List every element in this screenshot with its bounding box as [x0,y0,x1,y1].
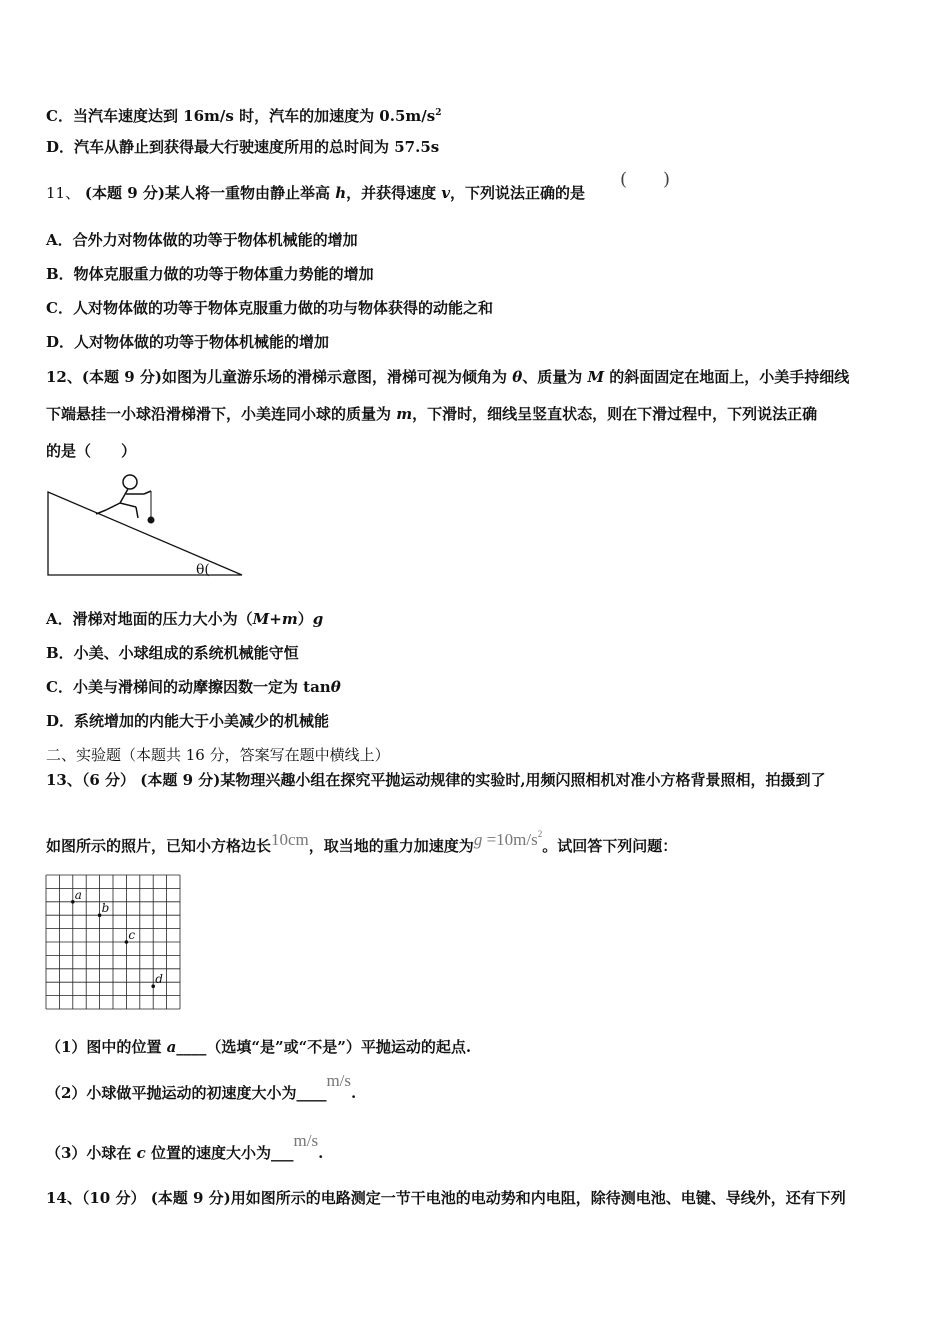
q11-option-b: B．物体克服重力做的功等于物体重力势能的增加 [46,265,374,283]
slide-incline [48,492,242,575]
pendulum-ball [148,517,155,524]
q13-sub2: （2）小球做平抛运动的初速度大小为____m/s. [46,1071,357,1102]
grid-point-label-a: a [74,887,82,902]
q11-answer-paren: ( ) [620,169,671,190]
slide-figure [46,470,246,580]
child-figure [96,475,151,518]
q13-sub3: （3）小球在 c 位置的速度大小为___m/s. [46,1131,324,1162]
q13-stem-line2: 如图所示的照片，已知小方格边长10cm，取当地的重力加速度为$g =10m/s^2$。试回答下列问题： [46,829,678,855]
q11-option-c: C．人对物体做的功等于物体克服重力做的功与物体获得的动能之和 [46,299,493,317]
section-title-experiment: 二、实验题（本题共 16 分，答案写在题中横线上） [46,746,390,764]
q12-stem-line3: 的是（ ） [46,442,137,460]
grid-point-label-c: c [128,928,136,942]
q10-option-c: C．当汽车速度达到 16m/s 时，汽车的加速度为 $0.5m/s^2$ [46,107,442,125]
q12-stem-line1: 12、(本题 9 分)如图为儿童游乐场的滑梯示意图，滑梯可视为倾角为 θ、质量为 M 的斜面固定在地面上，小美手持细线 [46,368,850,386]
q13-stem-line1: 13、（6 分） (本题 9 分)某物理兴趣小组在探究平抛运动规律的实验时,用频闪照相机对准小方格背景照相，拍摄到了 [46,771,826,789]
grid-point-label-b: b [101,901,110,916]
q12-option-b: B．小美、小球组成的系统机械能守恒 [46,644,299,662]
angle-theta-label: θ( [196,562,210,578]
q12-option-c: C．小美与滑梯间的动摩擦因数一定为 tanθ [46,678,341,696]
q13-sub1: （1）图中的位置 a____（选填“是”或“不是”）平抛运动的起点. [46,1038,472,1056]
q11-option-d: D．人对物体做的功等于物体机械能的增加 [46,333,330,351]
q10-option-d: D．汽车从静止到获得最大行驶速度所用的总时间为 57.5s [46,138,440,156]
q12-option-a: A．滑梯对地面的压力大小为（M+m）g [46,610,324,628]
q11-option-a: A．合外力对物体做的功等于物体机械能的增加 [46,231,358,249]
q12-option-d: D．系统增加的内能大于小美减少的机械能 [46,712,330,730]
q14-stem-line1: 14、（10 分） (本题 9 分)用如图所示的电路测定一节干电池的电动势和内电阻，除待测电池、电键、导线外，还有下列 [46,1189,846,1207]
q12-stem-line2: 下端悬挂一小球沿滑梯滑下，小美连同小球的质量为 m，下滑时，细线呈竖直状态，则在下滑过程中，下列说法正确 [46,405,818,423]
q11-stem: 11、 (本题 9 分)某人将一重物由静止举高 h，并获得速度 v，下列说法正确的是 [46,184,586,202]
grid-point-label-d: d [155,972,163,987]
grid-figure [44,873,184,1019]
